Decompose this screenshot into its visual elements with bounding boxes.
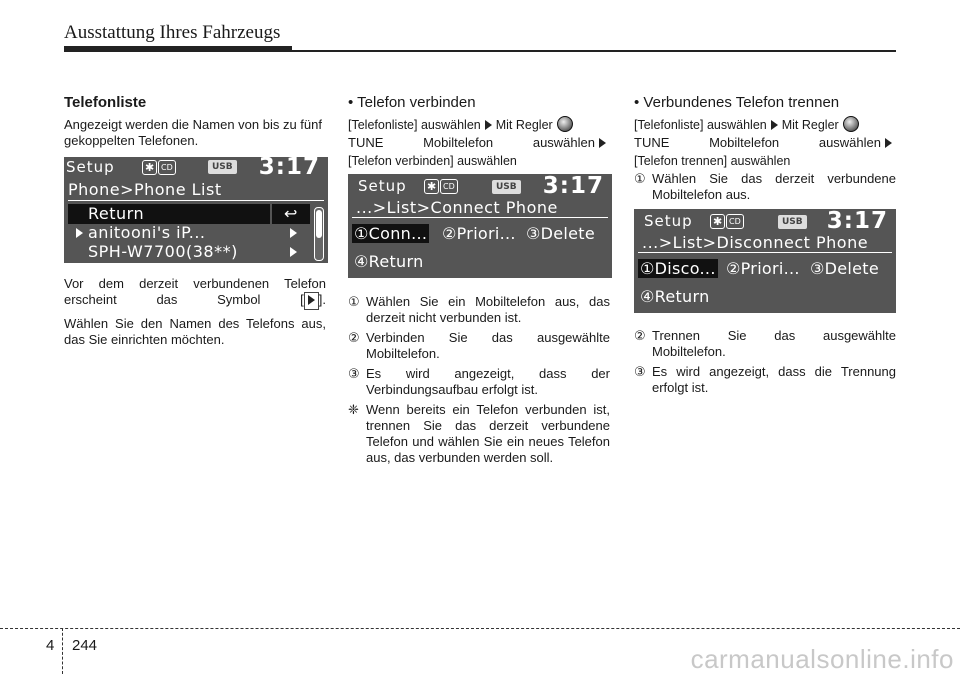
column-phone-list-lower [64,276,326,354]
section-heading: Telefonliste [64,94,147,111]
step-item [634,328,896,360]
section-heading: • Verbundenes Telefon trennen [634,94,840,111]
chevron-right-icon [290,247,297,257]
chevron-right-icon [885,138,892,148]
select-text: Wählen Sie den Namen des Telefons aus, das Sie einrichten möchten. [64,316,326,347]
list-item-phone-1[interactable]: anitooni's iP... [88,223,206,242]
bluetooth-icon: ✱ [424,179,439,194]
step-text: Wählen Sie ein Mobiltelefon aus, das derzeit nicht verbunden ist. [366,294,610,325]
column-disconnect-phone-steps [634,328,896,400]
step-number: ② [634,328,646,343]
column-connect-phone [348,94,610,175]
screen-path: ...>List>Disconnect Phone [642,233,869,252]
list-item-return[interactable]: Return [68,204,270,224]
usb-icon: USB [492,180,521,194]
cd-icon: CD [726,214,744,229]
bluetooth-icon: ✱ [710,214,725,229]
step-item [348,294,610,326]
column-connect-phone-steps [348,294,610,470]
clock-display: 3:17 [826,209,888,234]
footer-rule [0,628,960,629]
usb-icon: USB [778,215,807,229]
note-marker: ❈ [348,402,359,417]
path-line-1 [348,116,610,133]
connected-symbol-icon [304,292,319,310]
symbol-text-a: Vor dem derzeit verbundenen Telefon erscheint das Symbol [ [64,276,326,307]
symbol-text-b: ]. [318,292,326,307]
symbol-text [64,276,326,310]
step-text: Trennen Sie das ausgewählte Mobiltelefon. [652,328,896,359]
screen-rule [638,252,892,253]
step-item [348,330,610,362]
path-part-b: Mit Regler [495,118,553,132]
chevron-right-icon [599,138,606,148]
connected-marker-icon [76,228,83,238]
scrollbar[interactable] [314,207,324,261]
screen-rule [352,217,608,218]
tune-knob-icon [557,116,573,132]
path-line-2 [348,135,610,151]
list-item-phone-2[interactable]: SPH-W7700(38**) [88,242,238,261]
screen-path: Phone>Phone List [68,180,222,199]
path-line-3: [Telefon verbinden] auswählen [348,154,517,168]
bluetooth-icon: ✱ [142,160,157,175]
option-connect[interactable]: ①Conn... [354,224,428,243]
path-line-1 [634,116,896,133]
step-number: ① [634,171,646,186]
option-return[interactable]: ④Return [640,287,710,306]
footer-divider [62,628,63,674]
step-text: Verbinden Sie das ausgewählte Mobiltelefon. [366,330,610,361]
option-priority[interactable]: ②Priori... [442,224,516,243]
header-rule [64,50,896,52]
connect-phone-screen [348,174,612,278]
watermark: carmanualsonline.info [690,644,954,674]
path-part-a: [Telefonliste] auswählen [634,118,767,132]
setup-label: Setup [358,177,407,195]
option-return[interactable]: ④Return [354,252,424,271]
screen-rule [68,200,324,201]
cd-icon: CD [440,179,458,194]
path-line-2 [634,135,896,151]
path-part-c: TUNE Mobiltelefon auswählen [348,135,595,150]
step-item [634,171,896,203]
setup-label: Setup [66,158,115,176]
return-arrow-icon[interactable]: ↩ [272,204,310,224]
step-text: Es wird angezeigt, dass die Trennung erfolgt ist. [652,364,896,395]
column-phone-list [64,94,326,155]
chevron-right-icon [485,120,492,130]
page-number: 244 [72,637,98,654]
chevron-right-icon [771,120,778,130]
disconnect-phone-screen [634,209,896,313]
phone-list-screen [64,157,328,263]
chapter-number: 4 [46,637,55,654]
tune-knob-icon [843,116,859,132]
chevron-right-icon [290,228,297,238]
cd-icon: CD [158,160,176,175]
path-part-c: TUNE Mobiltelefon auswählen [634,135,881,150]
step-item [634,364,896,396]
path-part-a: [Telefonliste] auswählen [348,118,481,132]
step-number: ② [348,330,360,345]
note-item [348,402,610,466]
screen-path: ...>List>Connect Phone [356,198,558,217]
step-number: ③ [634,364,646,379]
path-line-3: [Telefon trennen] auswählen [634,154,791,168]
option-delete[interactable]: ③Delete [810,259,880,278]
step-text: Wählen Sie das derzeit verbundene Mobiltelefon aus. [652,171,896,202]
step-number: ① [348,294,360,309]
path-part-b: Mit Regler [781,118,839,132]
column-disconnect-phone [634,94,896,207]
clock-display: 3:17 [542,174,604,199]
section-heading: • Telefon verbinden [348,94,476,111]
step-item [348,366,610,398]
option-delete[interactable]: ③Delete [526,224,596,243]
step-text: Es wird angezeigt, dass der Verbindungsaufbau erfolgt ist. [366,366,610,397]
step-number: ③ [348,366,360,381]
option-disconnect[interactable]: ①Disco... [640,259,716,278]
option-priority[interactable]: ②Priori... [726,259,800,278]
clock-display: 3:17 [258,157,320,180]
usb-icon: USB [208,160,237,174]
intro-text: Angezeigt werden die Namen von bis zu fünf gekoppelten Telefonen. [64,117,322,148]
note-text: Wenn bereits ein Telefon verbunden ist, trennen Sie das derzeit verbundene Telefon und wählen Sie ein neues Telefon aus, das verbunden werden soll. [366,402,610,465]
page-header-title: Ausstattung Ihres Fahrzeugs [64,22,281,43]
setup-label: Setup [644,212,693,230]
